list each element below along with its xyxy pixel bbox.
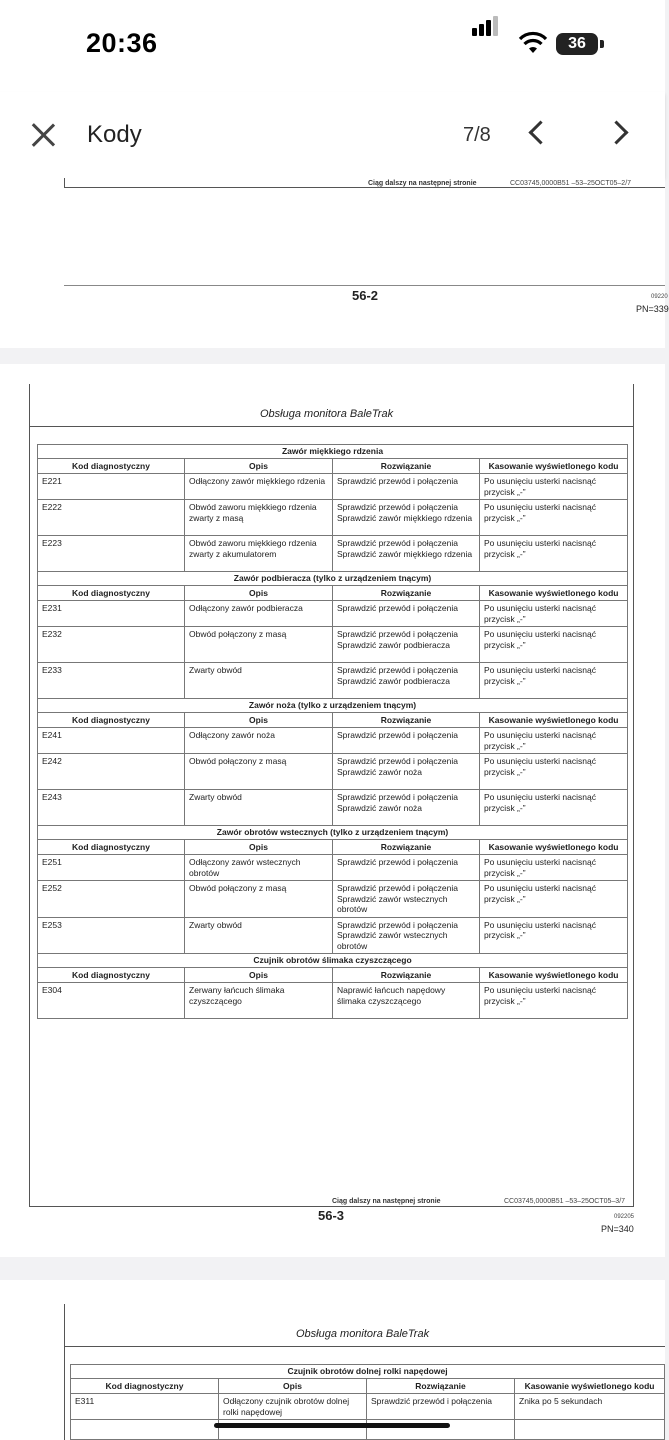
table-cell: Obwód połączony z masą [185, 754, 333, 790]
continued-note: Ciąg dalszy na następnej stronie [332, 1198, 441, 1205]
table-cell: Zwarty obwód [185, 790, 333, 826]
column-header: Rozwiązanie [333, 712, 480, 728]
table-cell: E253 [38, 917, 185, 954]
table-cell: Po usunięciu usterki nacisnąć przycisk „-” [480, 917, 628, 954]
table-row [38, 500, 628, 536]
column-header: Rozwiązanie [333, 458, 480, 474]
table-cell: Odłączony zawór noża [185, 728, 333, 754]
pn-label: PN=339 [636, 304, 669, 314]
table-row [38, 627, 628, 663]
table-cell: E251 [38, 855, 185, 881]
table-cell: Po usunięciu usterki nacisnąć przycisk „-” [480, 474, 628, 500]
table-cell: Po usunięciu usterki nacisnąć przycisk „-” [480, 627, 628, 663]
status-bar [0, 0, 665, 92]
page-56-4 [0, 1280, 665, 1440]
table-cell: Sprawdzić przewód i połączenia Sprawdzić zawór wstecznych obrotów [333, 917, 480, 954]
page-header: Obsługa monitora BaleTrak [296, 1328, 430, 1340]
page-56-3 [0, 364, 665, 1257]
section-title: Zawór noża (tylko z urządzeniem tnącym) [38, 699, 628, 713]
section-title: Czujnik obrotów ślimaka czyszczącego [38, 954, 628, 968]
table-row [38, 790, 628, 826]
table-cell: Po usunięciu usterki nacisnąć przycisk „-” [480, 754, 628, 790]
table-cell: E222 [38, 500, 185, 536]
section-title: Zawór obrotów wstecznych (tylko z urządzeniem tnącym) [38, 826, 628, 840]
table-cell: Zwarty obwód [185, 917, 333, 954]
column-header: Rozwiązanie [333, 585, 480, 601]
redaction-mark [214, 1423, 450, 1428]
section-title: Zawór podbieracza (tylko z urządzeniem tnącym) [38, 572, 628, 586]
table-cell: Obwód zaworu miękkiego rdzenia zwarty z masą [185, 500, 333, 536]
column-header: Rozwiązanie [333, 967, 480, 983]
table-cell: Odłączony zawór wstecznych obrotów [185, 855, 333, 881]
table-cell: Po usunięciu usterki nacisnąć przycisk „-” [480, 663, 628, 699]
table-cell: E241 [38, 728, 185, 754]
table-cell: Po usunięciu usterki nacisnąć przycisk „-” [480, 881, 628, 918]
continued-note: Ciąg dalszy na następnej stronie [368, 180, 477, 187]
table-cell: Sprawdzić przewód i połączenia Sprawdzić zawór noża [333, 790, 480, 826]
table-cell: Sprawdzić przewód i połączenia Sprawdzić zawór podbieracza [333, 663, 480, 699]
table-cell: Zerwany łańcuch ślimaka czyszczącego [185, 983, 333, 1019]
table-cell: Sprawdzić przewód i połączenia Sprawdzić zawór miękkiego rdzenia [333, 536, 480, 572]
table-cell: E233 [38, 663, 185, 699]
header-row [38, 585, 628, 601]
table-row [38, 855, 628, 881]
column-header: Kasowanie wyświetlonego kodu [480, 839, 628, 855]
column-header: Kod diagnostyczny [38, 839, 185, 855]
table-cell: Po usunięciu usterki nacisnąć przycisk „-” [480, 728, 628, 754]
table-cell: Sprawdzić przewód i połączenia [333, 728, 480, 754]
section-row [38, 699, 628, 713]
close-icon[interactable] [30, 122, 56, 148]
table-row [38, 728, 628, 754]
column-header: Rozwiązanie [333, 839, 480, 855]
table-cell: Po usunięciu usterki nacisnąć przycisk „-” [480, 790, 628, 826]
column-header: Kasowanie wyświetlonego kodu [480, 967, 628, 983]
page-number: 56-3 [318, 1208, 345, 1223]
table-cell: Obwód połączony z masą [185, 627, 333, 663]
header-row [38, 839, 628, 855]
small-code: 09220 [651, 294, 668, 300]
table-cell: Sprawdzić przewód i połączenia [367, 1394, 515, 1420]
table-cell: E311 [71, 1394, 219, 1420]
table-cell: Sprawdzić przewód i połączenia Sprawdzić zawór noża [333, 754, 480, 790]
table-row [38, 474, 628, 500]
document-code: CC03745,0000B51 –53–25OCT05–2/7 [510, 180, 632, 187]
wifi-icon [518, 32, 548, 54]
header-row [38, 967, 628, 983]
table-cell: E221 [38, 474, 185, 500]
column-header: Kod diagnostyczny [38, 712, 185, 728]
table-cell: Po usunięciu usterki nacisnąć przycisk „-” [480, 536, 628, 572]
table-cell: E252 [38, 881, 185, 918]
column-header: Opis [185, 712, 333, 728]
column-header: Kasowanie wyświetlonego kodu [480, 458, 628, 474]
table-row [38, 917, 628, 954]
table-row [38, 663, 628, 699]
table-cell: Sprawdzić przewód i połączenia Sprawdzić zawór miękkiego rdzenia [333, 500, 480, 536]
section-row [38, 445, 628, 459]
column-header: Opis [219, 1378, 367, 1394]
diagnostic-codes-table-continued [70, 1364, 665, 1440]
section-row [38, 826, 628, 840]
table-cell: E223 [38, 536, 185, 572]
column-header: Opis [185, 967, 333, 983]
section-row [38, 954, 628, 968]
page-56-2 [0, 178, 669, 348]
table-cell: Sprawdzić przewód i połączenia Sprawdzić zawór wstecznych obrotów [333, 881, 480, 918]
table-cell: E304 [38, 983, 185, 1019]
column-header: Opis [185, 839, 333, 855]
battery-tip [600, 40, 604, 48]
section-title: Czujnik obrotów dolnej rolki napędowej [71, 1365, 665, 1379]
column-header: Kod diagnostyczny [38, 585, 185, 601]
document-code: CC03745,0000B51 –53–25OCT05–3/7 [504, 1198, 626, 1205]
column-header: Kasowanie wyświetlonego kodu [480, 585, 628, 601]
table-cell: Sprawdzić przewód i połączenia [333, 474, 480, 500]
table-cell: Odłączony zawór podbieracza [185, 601, 333, 627]
table-row [38, 983, 628, 1019]
table-cell: Sprawdzić przewód i połączenia [333, 855, 480, 881]
battery-icon: 36 [556, 33, 598, 55]
table-cell: E242 [38, 754, 185, 790]
table-cell: Po usunięciu usterki nacisnąć przycisk „-” [480, 983, 628, 1019]
table-cell: Zwarty obwód [185, 663, 333, 699]
small-code: 092205 [614, 1214, 635, 1220]
table-cell: Obwód zaworu miękkiego rdzenia zwarty z akumulatorem [185, 536, 333, 572]
table-cell: E231 [38, 601, 185, 627]
column-header: Kasowanie wyświetlonego kodu [515, 1378, 665, 1394]
table-cell: Po usunięciu usterki nacisnąć przycisk „-” [480, 601, 628, 627]
column-header: Rozwiązanie [367, 1378, 515, 1394]
header-row [38, 458, 628, 474]
column-header: Kod diagnostyczny [38, 967, 185, 983]
header-row [38, 712, 628, 728]
table-cell: Odłączony zawór miękkiego rdzenia [185, 474, 333, 500]
page-indicator: 7/8 [463, 124, 491, 146]
section-row [38, 572, 628, 586]
column-header: Opis [185, 458, 333, 474]
table-cell: E243 [38, 790, 185, 826]
table-cell: E232 [38, 627, 185, 663]
column-header: Kod diagnostyczny [38, 458, 185, 474]
diagnostic-codes-table [37, 444, 628, 1019]
table-cell: Po usunięciu usterki nacisnąć przycisk „-” [480, 855, 628, 881]
table-cell: Sprawdzić przewód i połączenia Sprawdzić zawór podbieracza [333, 627, 480, 663]
page-number: 56-2 [352, 288, 379, 303]
column-header: Kasowanie wyświetlonego kodu [480, 712, 628, 728]
pn-label: PN=340 [601, 1224, 634, 1234]
table-row [38, 881, 628, 918]
table-cell: Sprawdzić przewód i połączenia [333, 601, 480, 627]
column-header: Kod diagnostyczny [71, 1378, 219, 1394]
table-row [38, 536, 628, 572]
document-title: Kody [87, 121, 142, 148]
table-cell: Obwód połączony z masą [185, 881, 333, 918]
table-cell: Odłączony czujnik obrotów dolnej rolki napędowej [219, 1394, 367, 1420]
page-header: Obsługa monitora BaleTrak [260, 408, 394, 420]
table-cell: Naprawić łańcuch napędowy ślimaka czyszczącego [333, 983, 480, 1019]
column-header: Opis [185, 585, 333, 601]
table-row [38, 601, 628, 627]
table-cell: Znika po 5 sekundach [515, 1394, 665, 1420]
table-row [38, 754, 628, 790]
status-time: 20:36 [86, 28, 158, 58]
section-title: Zawór miękkiego rdzenia [38, 445, 628, 459]
table-cell: Po usunięciu usterki nacisnąć przycisk „-” [480, 500, 628, 536]
